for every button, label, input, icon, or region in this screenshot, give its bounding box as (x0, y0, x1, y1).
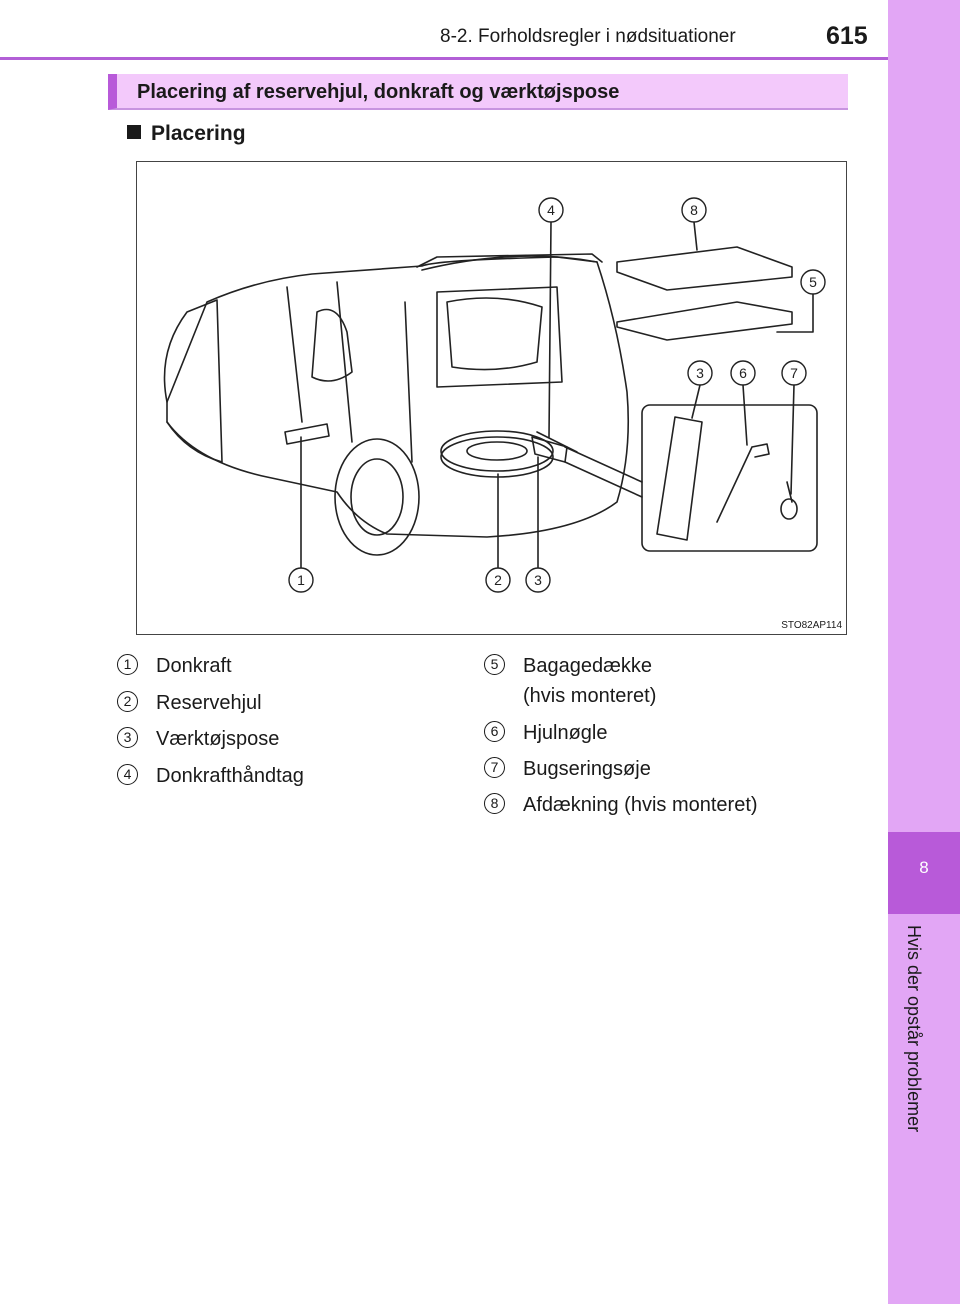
page-number: 615 (826, 22, 868, 50)
legend-number-badge: 8 (484, 793, 505, 814)
legend-number-badge: 3 (117, 727, 138, 748)
location-illustration (136, 161, 847, 635)
callout-label: 5 (809, 274, 817, 290)
legend-label-note: (hvis monteret) (523, 685, 657, 707)
callout-label: 3 (696, 365, 704, 381)
section-title: Placering af reservehjul, donkraft og værktøjspose (137, 81, 620, 103)
legend-label: Hjulnøgle (523, 722, 608, 744)
legend-label: Donkraft (156, 655, 232, 677)
chapter-title: Hvis der opstår problemer (904, 925, 924, 1133)
car-illustration (137, 162, 846, 634)
legend-label: Bagagedække (523, 655, 652, 677)
legend-number-badge: 1 (117, 654, 138, 675)
callout-label: 1 (297, 572, 305, 588)
subsection-heading (127, 122, 246, 146)
callout-label: 7 (790, 365, 798, 381)
callout-label: 3 (534, 572, 542, 588)
legend-number-badge: 6 (484, 721, 505, 742)
chapter-number: 8 (919, 858, 929, 877)
figure-code: STO82AP114 (781, 620, 842, 631)
legend-label: Afdækning (hvis monteret) (523, 794, 758, 816)
legend-label: Bugseringsøje (523, 758, 651, 780)
chapter-side-tab[interactable] (888, 0, 960, 1304)
subsection-title: Placering (151, 122, 246, 145)
square-bullet-icon (127, 125, 141, 139)
section-heading-bar (108, 74, 848, 110)
callout-label: 6 (739, 365, 747, 381)
legend-number-badge: 2 (117, 691, 138, 712)
legend-number-badge: 7 (484, 757, 505, 778)
legend-number-badge: 5 (484, 654, 505, 675)
callout-label: 2 (494, 572, 502, 588)
callout-label: 4 (547, 202, 555, 218)
legend-label: Reservehjul (156, 692, 262, 714)
callout-label: 8 (690, 202, 698, 218)
running-header: 8-2. Forholdsregler i nødsituationer (440, 26, 736, 47)
legend-number-badge: 4 (117, 764, 138, 785)
header-rule (0, 57, 888, 60)
legend-label: Værktøjspose (156, 728, 280, 750)
legend-label: Donkrafthåndtag (156, 765, 304, 787)
